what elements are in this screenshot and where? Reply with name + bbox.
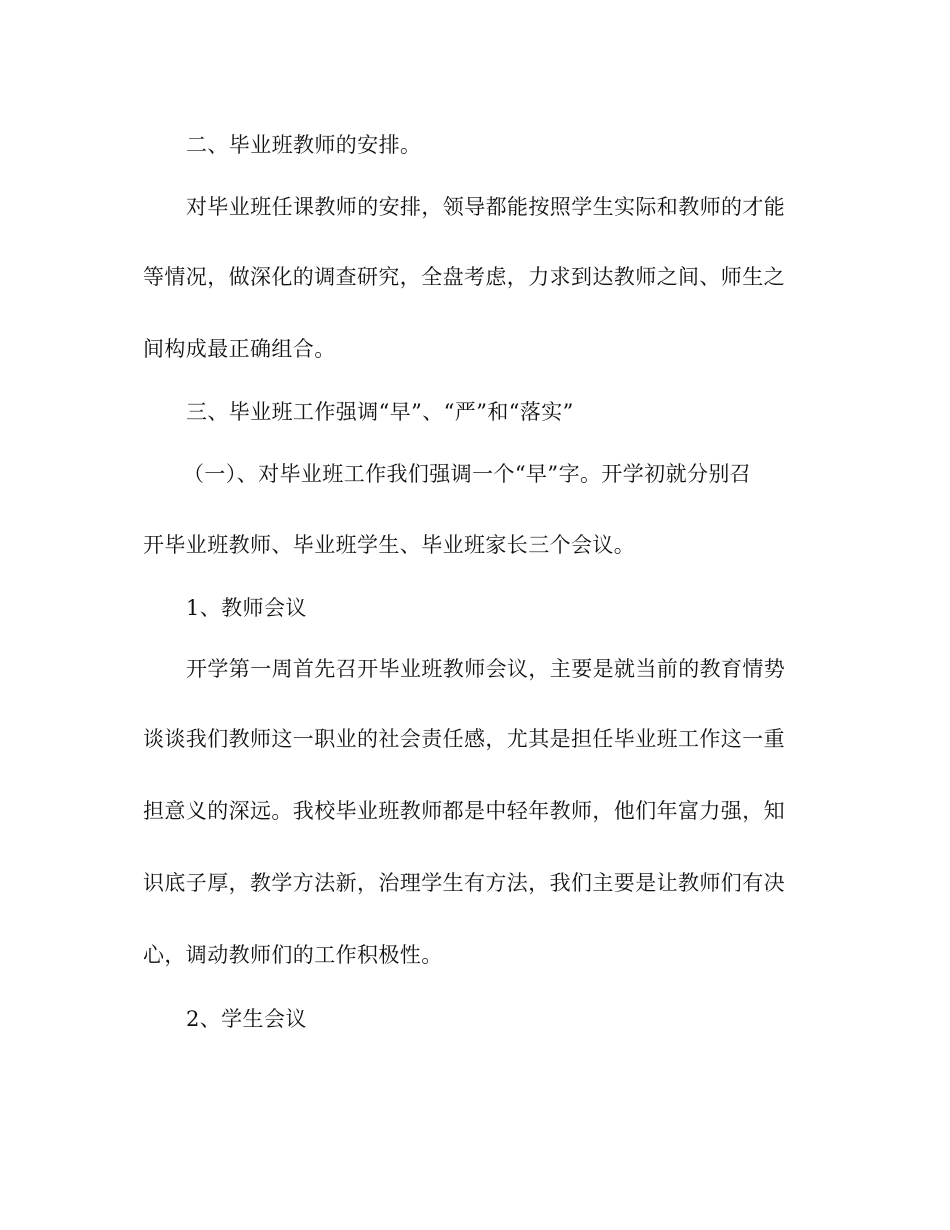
paragraph-line: 心，调动教师们的工作积极性。 <box>143 943 443 967</box>
paragraph-line: 担意义的深远。我校毕业班教师都是中轻年教师，他们年富力强，知 <box>143 799 785 823</box>
paragraph-line: 开毕业班教师、毕业班学生、毕业班家长三个会议。 <box>143 533 636 557</box>
paragraph-line: 识底子厚，教学方法新，治理学生有方法，我们主要是让教师们有决 <box>143 871 785 895</box>
paragraph-line: （一）、对毕业班工作我们强调一个“早”字。开学初就分别召 <box>183 462 752 486</box>
subheading-teacher-meeting: 1、教师会议 <box>186 596 307 620</box>
section-heading-3: 三、毕业班工作强调“早”、“严”和“落实” <box>186 400 574 424</box>
paragraph-line: 间构成最正确组合。 <box>143 337 336 361</box>
section-heading-2: 二、毕业班教师的安排。 <box>186 133 422 157</box>
paragraph-line: 等情况，做深化的调查研究，全盘考虑，力求到达教师之间、师生之 <box>143 265 785 289</box>
paragraph-line: 谈谈我们教师这一职业的社会责任感，尤其是担任毕业班工作这一重 <box>143 727 785 751</box>
paragraph-line: 对毕业班任课教师的安排，领导都能按照学生实际和教师的才能 <box>186 195 786 219</box>
subheading-student-meeting: 2、学生会议 <box>186 1007 307 1031</box>
paragraph-line: 开学第一周首先召开毕业班教师会议，主要是就当前的教育情势 <box>186 657 786 681</box>
